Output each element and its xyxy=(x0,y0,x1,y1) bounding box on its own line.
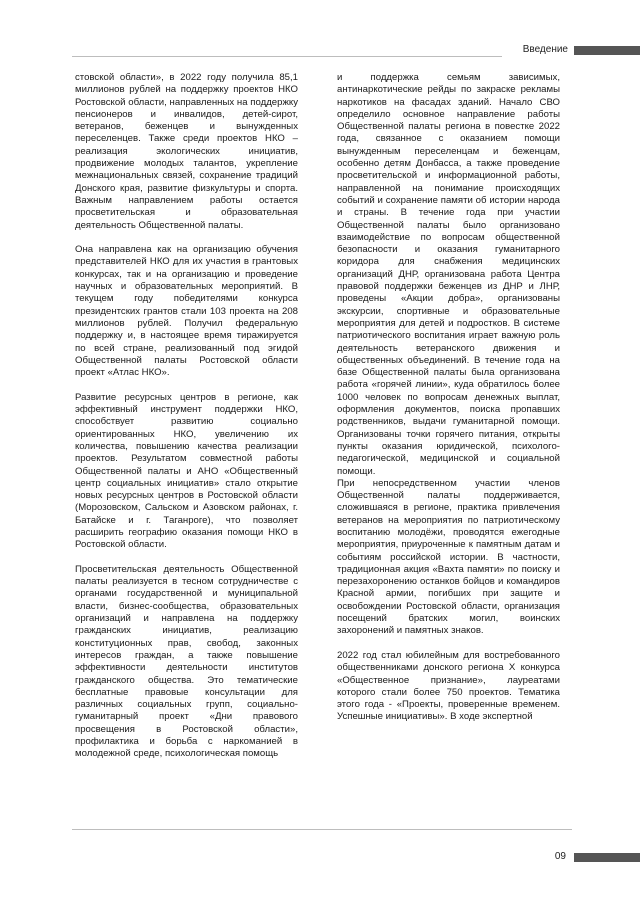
header-divider xyxy=(72,56,502,57)
paragraph: 2022 год стал юбилейным для востребованного общественниками донского региона X конкурса «Общественное признание», лауреатами которого стали более 750 проектов. Тематика этого года - «Проекты, проверенные временем. Успешные инициативы». В ходе экспертной xyxy=(337,649,560,723)
paragraph: При непосредственном участии членов Общественной палаты поддерживается, сложившаяся в регионе, практика привлечения ветеранов на мероприятия по патриотическому воспитанию молодёжи, проводятся ежегодные мероприятия, приуроченные к памятным датам и событиям российской истории. В частности, традиционная акция «Вахта памяти» по поиску и перезахоронению останков бойцов и командиров Красной армии, погибших при защите и освобождении Ростовской области, организация посещений братских могил, воинских захоронений и памятных знаков. xyxy=(337,477,560,637)
paragraph: Она направлена как на организацию обучения представителей НКО для их участия в грантовых конкурсах, так и на организацию и проведение научных и образовательных мероприятий. В текущем году победителями конкурса президентских грантов стали 103 проекта на 208 миллионов рублей. Получил федеральную поддержку и, в настоящее время тиражируется по всей стране, реализованный под эгидой Общественной палаты Ростовской области проект «Атлас НКО». xyxy=(75,244,298,379)
section-title: Введение xyxy=(522,44,568,55)
right-column xyxy=(337,72,560,724)
footer-divider xyxy=(72,829,572,830)
left-column xyxy=(75,72,298,761)
page-number: 09 xyxy=(554,851,566,862)
paragraph: стовской области», в 2022 году получила 85,1 миллионов рублей на поддержку проектов НКО Ростовской области, направленных на поддержку пенсионеров и инвалидов, детей-сирот, ветеранов, беженцев и вынужденных переселенцев. Также среди проектов НКО – реализация экологических инициатив, продвижение молодых талантов, укрепление межнациональных связей, сохранение традиций Донского края, развитие физкультуры и спорта. Важным направлением работы остается просветительская и образовательная деятельность Общественной палаты. xyxy=(75,72,298,231)
header-accent-bar xyxy=(574,46,640,55)
paragraph: Просветительская деятельность Общественной палаты реализуется в тесном сотрудничестве с органами государственной и муниципальной власти, бизнес-сообщества, образовательных организаций и направлена на поддержку гражданских инициатив, реализацию конституционных прав, свобод, законных интересов граждан, а также повышение эффективности деятельности институтов гражданского общества. Это тематические бесплатные правовые консультации для различных социальных групп, социально-гуманитарный проект «Дни правового просвещения в Ростовской области», профилактика и борьба с наркоманией в молодежной среде, психологическая помощь xyxy=(75,563,298,760)
footer-accent-bar xyxy=(574,853,640,862)
paragraph: и поддержка семьям зависимых, антинаркотические рейды по закраске рекламы наркотиков на фасадах зданий. Начало СВО определило основное направление работы Общественной палаты региона в повестке 2022 года, связанное с оказанием помощи вынужденным переселенцам и беженцам, особенно детям Донбасса, а также проведение просветительской и информационной работы, направленной на понимание происходящих событий и сохранение памяти об истории народа и страны. В течение года при участии Общественной палаты было организовано взаимодействие по вопросам общественной безопасности и оказания гуманитарного коридора для снабжения медицинских организаций ДНР, организована работа Центра правовой поддержки беженцев из ДНР и ЛНР, проведены «Акции добра», организованы экскурсии, спортивные и образовательные мероприятия для детей и подростков. В системе патриотического воспитания играет важную роль деятельность ветеранского движения и общественных объединений. В течение года на базе Общественной палаты была организована работа «горячей линии», куда обратилось более 1000 человек по вопросам денежных выплат, оформления документов, поиска пропавших родственников, выдачи гуманитарной помощи. Организованы точки горячего питания, открыты пункты оказания юридической, психолого-педагогической, медицинской и социальной помощи. xyxy=(337,72,560,477)
paragraph: Развитие ресурсных центров в регионе, как эффективный инструмент поддержки НКО, способствует развитию социально ориентированных НКО, увеличению их количества, повышению качества реализации проектов. Результатом совместной работы Общественной палаты и АНО «Общественный центр социальных инициатив» стало открытие новых ресурсных центров в Ростовской области (Морозовском, Сальском и Азовском районах, г. Батайске и г. Таганроге), что позволяет расширить географию оказания помощи НКО в Ростовской области. xyxy=(75,391,298,551)
